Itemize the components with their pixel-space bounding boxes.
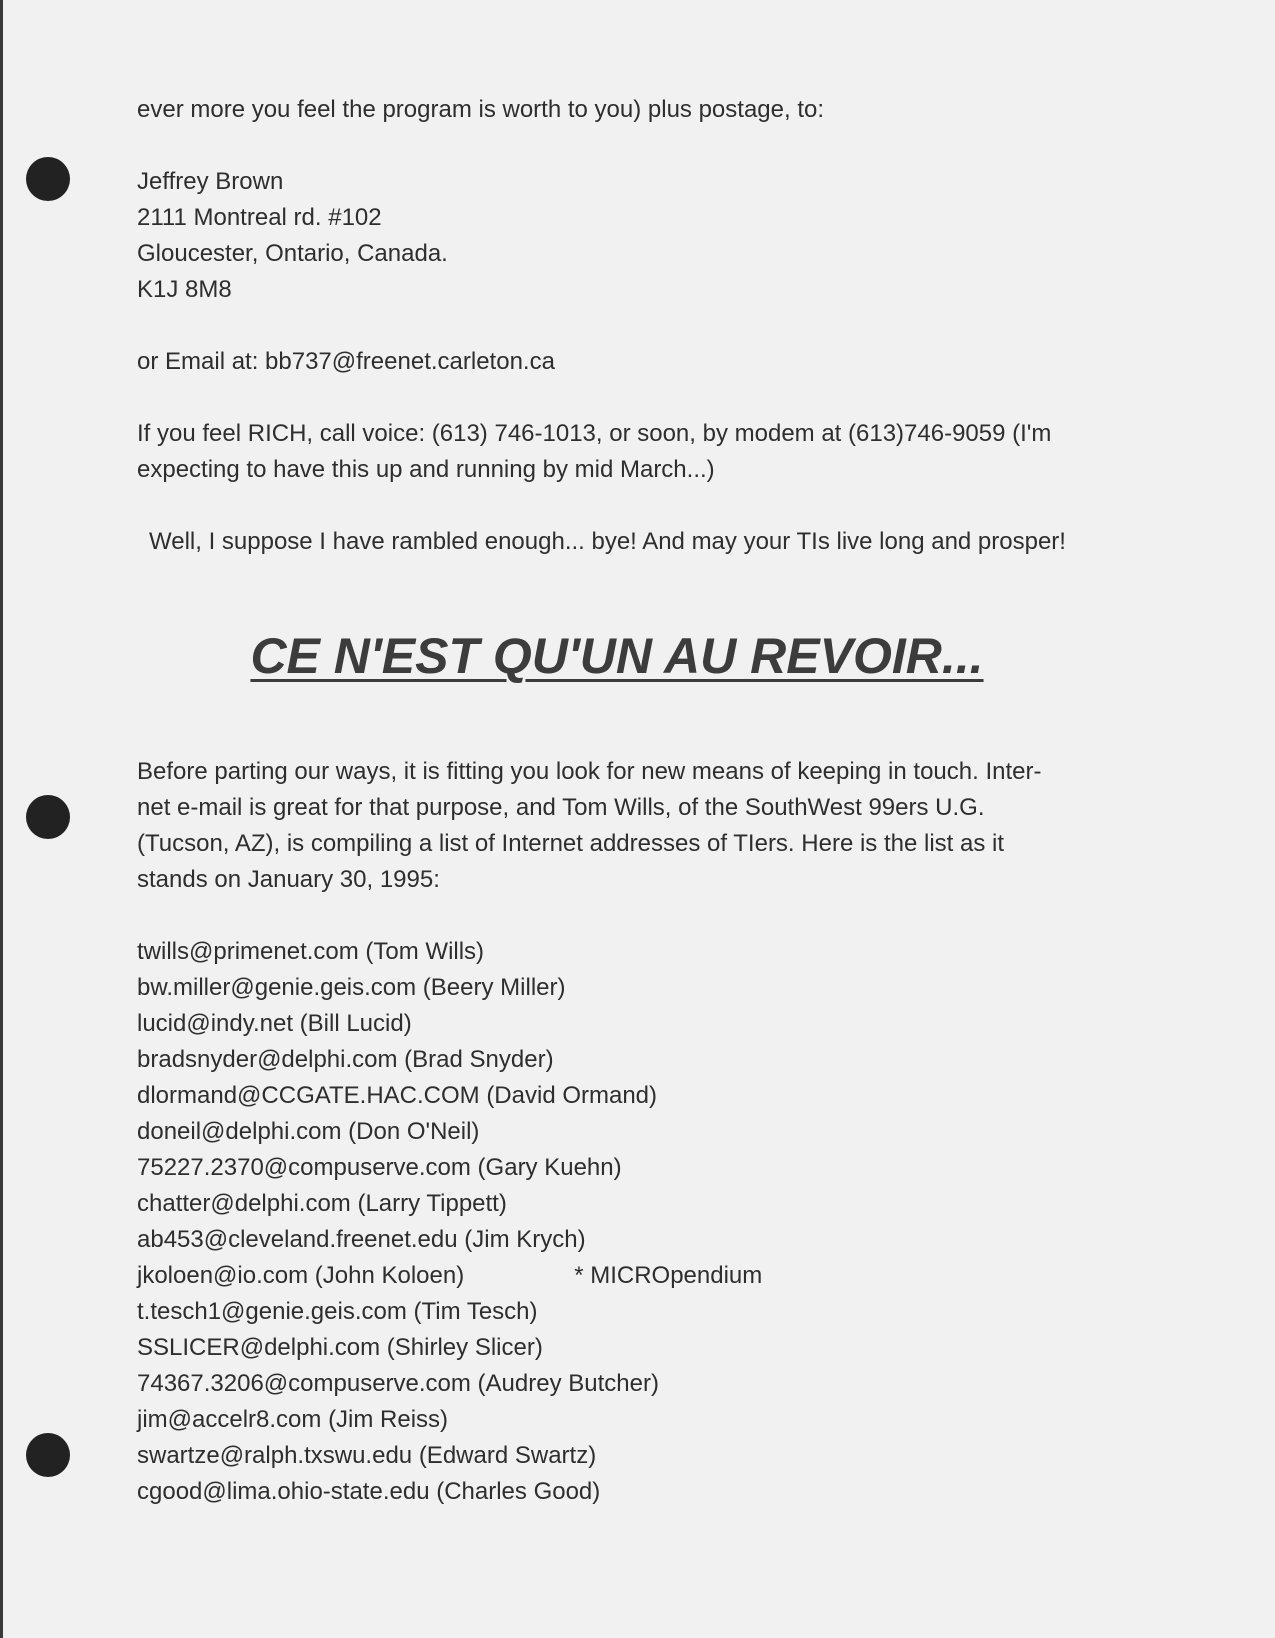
before-line-1: Before parting our ways, it is fitting you look for new means of keeping in touch. Inter- (137, 758, 1042, 785)
list-item: bw.miller@genie.geis.com (Beery Miller) (137, 974, 566, 1001)
page-heading: CE N'EST QU'UN AU REVOIR... (250, 628, 984, 684)
list-item: SSLICER@delphi.com (Shirley Slicer) (137, 1334, 543, 1361)
list-item: 74367.3206@compuserve.com (Audrey Butcher) (137, 1370, 659, 1397)
heading-container (137, 628, 1137, 684)
address-name: Jeffrey Brown (137, 168, 284, 195)
email-address-list (137, 934, 1137, 1510)
address-postal: K1J 8M8 (137, 276, 232, 303)
address-city: Gloucester, Ontario, Canada. (137, 240, 448, 267)
list-item: 75227.2370@compuserve.com (Gary Kuehn) (137, 1154, 622, 1181)
email-line: or Email at: bb737@freenet.carleton.ca (137, 348, 555, 375)
binder-hole-bottom (26, 1433, 70, 1477)
micropendium-note: * MICROpendium (574, 1262, 763, 1289)
rich-line-1: If you feel RICH, call voice: (613) 746-1013, or soon, by modem at (613)746-9059 (I'm (137, 420, 1052, 447)
page-edge (0, 0, 3, 1638)
binder-hole-top (26, 157, 70, 201)
mailing-address (137, 164, 1137, 308)
list-item-text: jkoloen@io.com (John Koloen) (137, 1262, 465, 1289)
list-item: swartze@ralph.txswu.edu (Edward Swartz) (137, 1442, 597, 1469)
before-paragraph (137, 754, 1137, 898)
farewell-line: Well, I suppose I have rambled enough... bye! And may your TIs live long and prosper! (149, 528, 1066, 555)
list-item: t.tesch1@genie.geis.com (Tim Tesch) (137, 1298, 538, 1325)
list-item: cgood@lima.ohio-state.edu (Charles Good) (137, 1478, 601, 1505)
list-item: lucid@indy.net (Bill Lucid) (137, 1010, 412, 1037)
list-item: doneil@delphi.com (Don O'Neil) (137, 1118, 480, 1145)
list-item: dlormand@CCGATE.HAC.COM (David Ormand) (137, 1082, 658, 1109)
list-item-koloen (137, 1258, 1137, 1294)
list-item: chatter@delphi.com (Larry Tippett) (137, 1190, 507, 1217)
list-item: bradsnyder@delphi.com (Brad Snyder) (137, 1046, 554, 1073)
binder-hole-middle (26, 795, 70, 839)
rich-paragraph (137, 416, 1137, 488)
intro-line: ever more you feel the program is worth to you) plus postage, to: (137, 96, 825, 123)
rich-line-2: expecting to have this up and running by mid March...) (137, 456, 715, 483)
before-line-3: (Tucson, AZ), is compiling a list of Internet addresses of TIers. Here is the list as it (137, 830, 1004, 857)
before-line-4: stands on January 30, 1995: (137, 866, 440, 893)
document-body (137, 92, 1137, 1510)
list-item: ab453@cleveland.freenet.edu (Jim Krych) (137, 1226, 586, 1253)
list-item: twills@primenet.com (Tom Wills) (137, 938, 485, 965)
list-item: jim@accelr8.com (Jim Reiss) (137, 1406, 449, 1433)
before-line-2: net e-mail is great for that purpose, and Tom Wills, of the SouthWest 99ers U.G. (137, 794, 985, 821)
address-street: 2111 Montreal rd. #102 (137, 204, 382, 231)
